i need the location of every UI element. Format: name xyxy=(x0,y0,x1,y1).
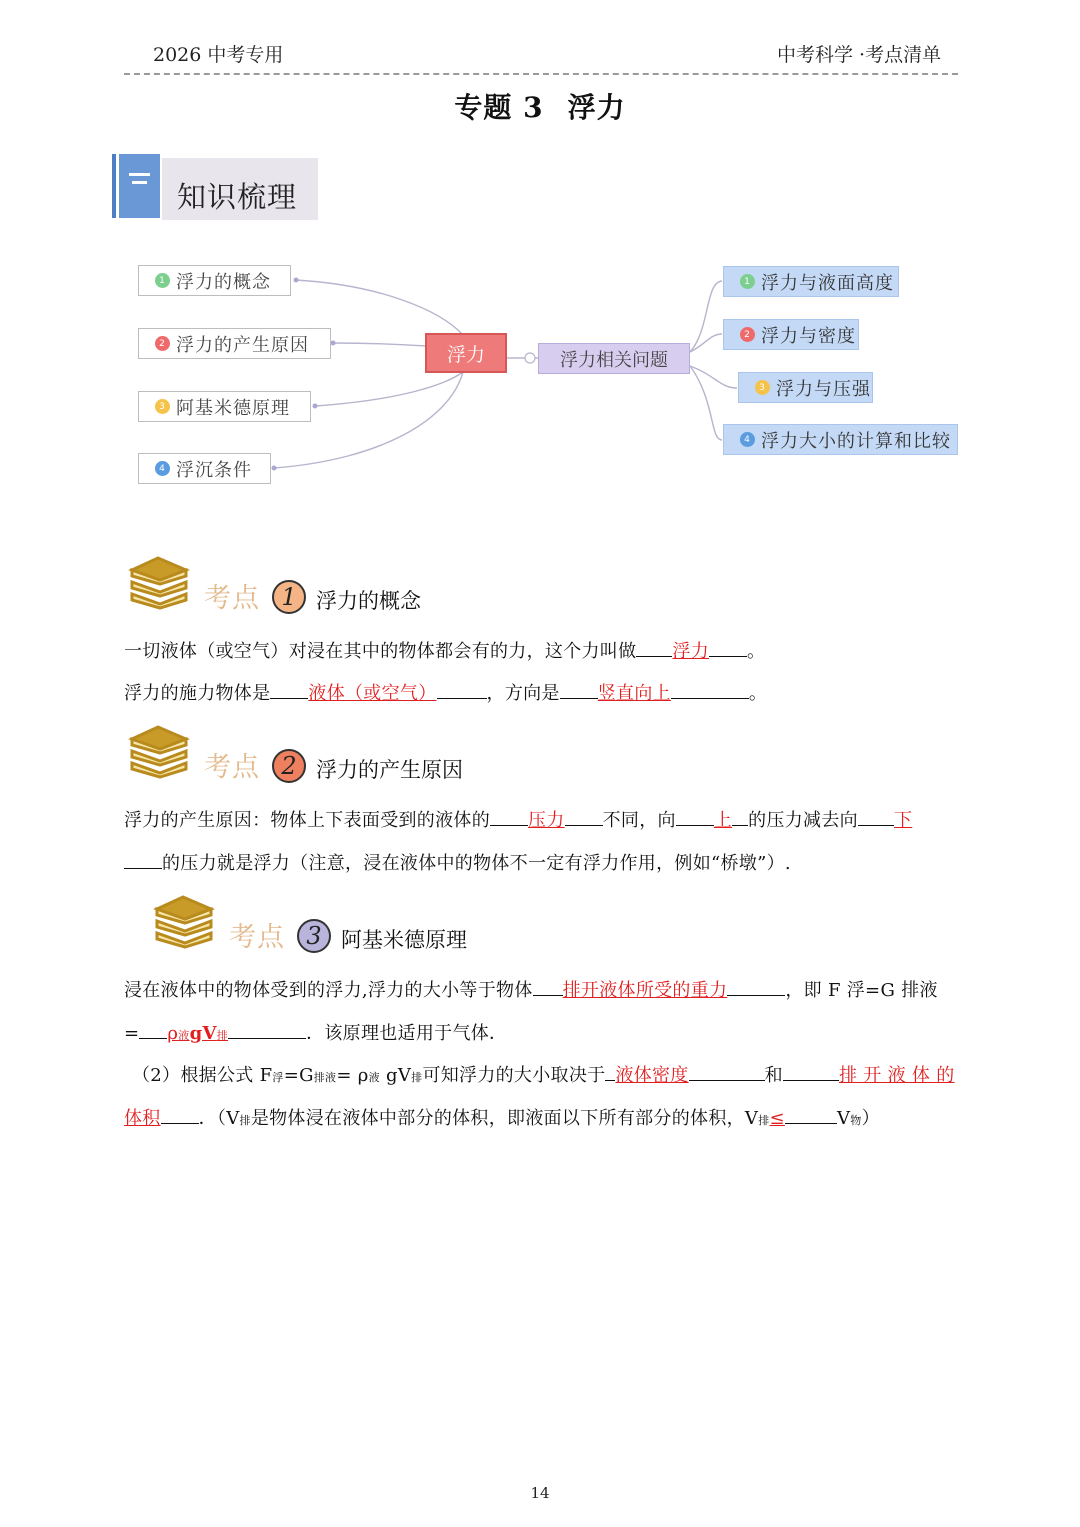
mindmap-node-cause xyxy=(138,328,331,359)
answer: 排 开 液 体 的 xyxy=(838,1065,955,1086)
section-number-badge: 1 xyxy=(272,580,306,614)
answer: gV xyxy=(189,1023,217,1044)
section-title: 浮力的概念 xyxy=(316,589,421,613)
blank xyxy=(676,824,714,826)
subscript: 浮 xyxy=(272,1071,284,1084)
s3-line-4 xyxy=(124,1104,880,1130)
s3-line-1 xyxy=(124,976,938,1002)
subscript: 排 xyxy=(758,1114,770,1127)
mindmap-node-label: 浮力大小的计算和比较 xyxy=(761,430,951,452)
blank xyxy=(124,867,162,869)
mindmap-node-archimedes xyxy=(138,391,311,422)
mindmap-node-label: 浮力的产生原因 xyxy=(176,334,309,356)
mindmap-node-liquid-level xyxy=(723,266,899,297)
mindmap-node-density xyxy=(723,319,859,350)
page-number: 14 xyxy=(530,1484,550,1502)
blank xyxy=(139,1037,167,1039)
text: 不同，向 xyxy=(602,810,676,831)
mindmap-node-pressure xyxy=(738,372,873,403)
kaodian-label: 考点 xyxy=(229,922,285,953)
text: 一切液体（或空气）对浸在其中的物体都会有的力，这个力叫做 xyxy=(124,641,637,662)
s3-line-3 xyxy=(132,1061,955,1087)
section-header-1 xyxy=(128,554,528,618)
text: 浮力的产生原因：物体上下表面受到的液体的 xyxy=(124,810,490,831)
subscript: 排液 xyxy=(313,1071,337,1084)
s1-line-2 xyxy=(124,679,767,705)
text: = xyxy=(124,1023,140,1044)
answer: 液体密度 xyxy=(615,1065,689,1086)
text: ，即 F 浮=G 排液 xyxy=(785,980,938,1001)
blank xyxy=(565,824,603,826)
blank xyxy=(858,824,894,826)
number-badge-icon: 3 xyxy=(155,399,170,414)
section-number-badge: 2 xyxy=(272,749,306,783)
section-number-badge: 3 xyxy=(297,919,331,953)
s2-line-2 xyxy=(124,849,791,875)
text: 是物体浸在液体中部分的体积，即液面以下所有部分的体积，V xyxy=(250,1108,759,1129)
text: 的压力减去向 xyxy=(748,810,858,831)
knowledge-title: 知识梳理 xyxy=(177,180,298,214)
answer: 体积 xyxy=(124,1108,161,1129)
number-badge-icon: 4 xyxy=(155,461,170,476)
blank xyxy=(161,1122,199,1124)
subscript: 排 xyxy=(239,1114,251,1127)
text: 。 xyxy=(748,683,768,704)
text: 。 xyxy=(747,641,766,662)
answer: 液体（或空气） xyxy=(308,683,437,704)
header-right: 中考科学 ·考点清单 xyxy=(777,44,942,66)
answer: 浮力 xyxy=(672,641,710,662)
text: （2）根据公式 F xyxy=(132,1065,273,1086)
mindmap-node-label: 浮沉条件 xyxy=(176,459,252,481)
subscript: 物 xyxy=(850,1114,862,1127)
answer: 压力 xyxy=(528,810,565,831)
mindmap-node-label: 浮力与密度 xyxy=(761,325,856,347)
text: ，方向是 xyxy=(486,683,560,704)
answer: ≤ xyxy=(769,1108,785,1129)
answer-subscript: 液 xyxy=(178,1029,190,1042)
answer: 竖直向上 xyxy=(597,683,671,704)
answer-subscript: 排 xyxy=(216,1029,229,1042)
number-badge-icon: 2 xyxy=(155,336,170,351)
mindmap-center-node: 浮力 xyxy=(425,333,507,373)
s3-line-2 xyxy=(124,1019,507,1045)
text: V xyxy=(836,1108,851,1129)
number-badge-icon: 3 xyxy=(755,380,770,395)
mindmap-node-label: 浮力的概念 xyxy=(176,271,271,293)
subscript: 排 xyxy=(411,1071,423,1084)
text: 浮力的施力物体是 xyxy=(124,683,271,704)
section-title: 阿基米德原理 xyxy=(341,928,467,952)
books-icon xyxy=(128,554,190,610)
blank xyxy=(709,655,747,657)
answer: 下 xyxy=(893,810,913,831)
text: ．该原理也适用于气体． xyxy=(306,1023,508,1044)
topic-name: 浮力 xyxy=(567,91,626,124)
blank xyxy=(783,1079,839,1081)
kaodian-label: 考点 xyxy=(204,752,260,783)
text: gV xyxy=(379,1065,412,1086)
text: 可知浮力的大小取决于 xyxy=(422,1065,606,1086)
subscript: 液 xyxy=(368,1071,380,1084)
blank xyxy=(732,824,748,826)
number-badge-icon: 4 xyxy=(740,432,755,447)
header-left: 2026 中考专用 xyxy=(153,44,284,66)
text: 的压力就是浮力（注意，浸在液体中的物体不一定有浮力作用，例如“桥墩”）. xyxy=(162,853,791,874)
blank xyxy=(270,697,308,699)
text: 浸在液体中的物体受到的浮力,浮力的大小等于物体 xyxy=(124,980,533,1001)
mindmap-node-calculation xyxy=(723,424,958,455)
text: ．（V xyxy=(198,1108,240,1129)
text: = ρ xyxy=(336,1065,369,1086)
blank xyxy=(605,1079,615,1081)
blank xyxy=(228,1037,306,1039)
mindmap-node-label: 阿基米德原理 xyxy=(176,397,290,419)
text: 和 xyxy=(764,1065,783,1086)
answer: ρ xyxy=(167,1023,179,1044)
mindmap-node-label: 浮力与压强 xyxy=(776,378,871,400)
blank xyxy=(671,697,749,699)
blank xyxy=(490,824,528,826)
blank xyxy=(533,994,563,996)
text: ） xyxy=(861,1108,880,1129)
number-badge-icon: 1 xyxy=(740,274,755,289)
blank xyxy=(560,697,598,699)
section-title: 浮力的产生原因 xyxy=(316,758,463,782)
text: =G xyxy=(283,1065,314,1086)
s1-line-1 xyxy=(124,637,765,663)
mindmap-node-concept xyxy=(138,265,291,296)
answer: 上 xyxy=(713,810,733,831)
number-badge-icon: 2 xyxy=(740,327,755,342)
blank xyxy=(636,655,672,657)
mindmap-node-floating-sinking xyxy=(138,453,271,484)
topic-number: 专题 3 xyxy=(454,91,544,124)
mindmap-node-label: 浮力与液面高度 xyxy=(761,272,894,294)
blank xyxy=(437,697,487,699)
s2-line-1 xyxy=(124,806,912,832)
kaodian-label: 考点 xyxy=(204,583,260,614)
blank xyxy=(727,994,785,996)
books-icon xyxy=(153,893,215,949)
blank xyxy=(689,1079,765,1081)
books-icon xyxy=(128,723,190,779)
section-header-2 xyxy=(128,723,528,787)
section-header-3 xyxy=(153,893,553,957)
number-badge-icon: 1 xyxy=(155,273,170,288)
mindmap-related-node: 浮力相关问题 xyxy=(538,343,690,374)
answer: 排开液体所受的重力 xyxy=(562,980,728,1001)
blank xyxy=(785,1122,837,1124)
